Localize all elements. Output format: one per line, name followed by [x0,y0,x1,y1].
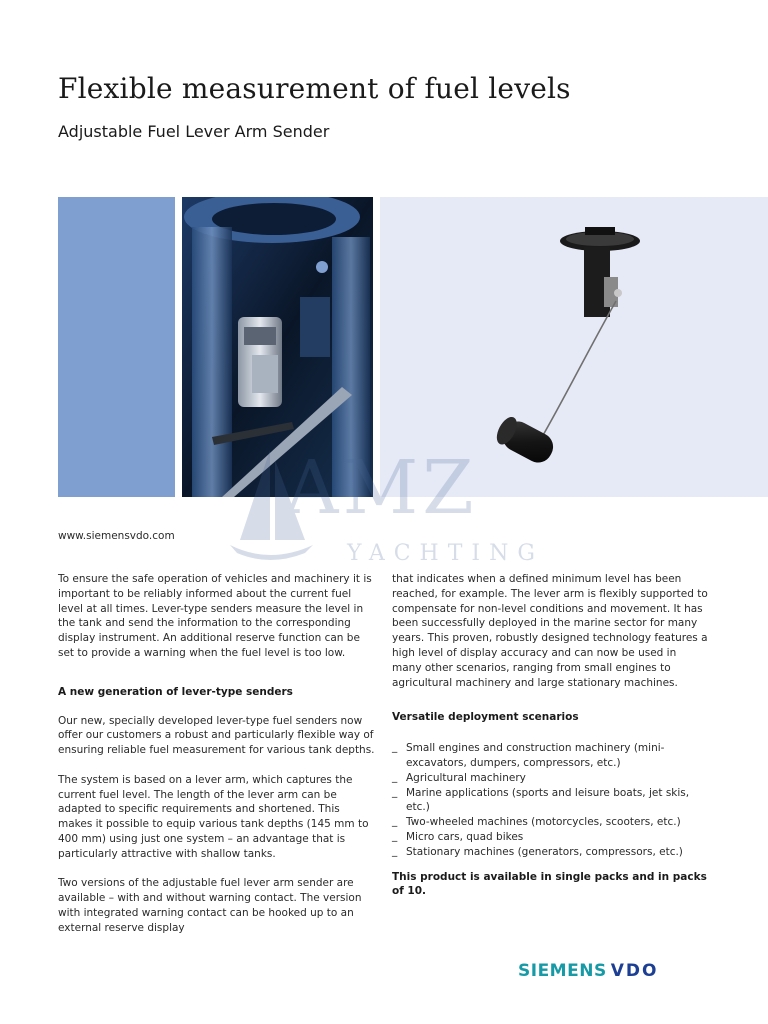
list-item: _ Small engines and construction machinery (mini-excavators, dumpers, compressors, etc.) [392,741,708,771]
list-item: _ Micro cars, quad bikes [392,830,708,845]
intro-paragraph: To ensure the safe operation of vehicles and machinery it is important to be reliably informed about the current fuel level at all times. Lever-type senders measure the level in the tank and send the information to the corresponding display instrument. An additional reserve function can be set to provide a warning when the fuel level is too low. [58,573,372,659]
fuel-sender-closeup-photo [182,197,373,497]
body-paragraph: Two versions of the adjustable fuel lever arm sender are available – with and without warning contact. The version with integrated warning contact can be hooked up to an external reserve display [58,877,362,934]
website-link[interactable]: www.siemensvdo.com [58,530,175,542]
section-heading-new-generation: A new generation of lever-type senders [58,685,293,698]
logo-brand: SIEMENS [518,961,607,981]
list-item: _ Marine applications (sports and leisure boats, jet skis, etc.) [392,786,708,816]
availability-note: This product is available in single packs and in packs of 10. [392,870,707,898]
siemens-vdo-logo [518,961,658,981]
deployment-list [392,741,708,859]
fuel-lever-arm-sender-photo [380,197,768,497]
body-paragraph: that indicates when a defined minimum level has been reached, for example. The lever arm is flexibly supported to compensate for non-level conditions and movement. It has been successfully deployed in the marine sector for many years. This proven, robustly designed technology features a high level of display accuracy and can now be used in many other scenarios, ranging from small engines to agricultural machinery and large stationary machines. [392,573,708,689]
watermark-sub-text: YACHTING [347,541,544,566]
page-subtitle: Adjustable Fuel Lever Arm Sender [58,122,330,141]
section-heading-deployment: Versatile deployment scenarios [392,711,579,724]
watermark-main-text: AMZ [285,445,478,531]
list-item: _ Two-wheeled machines (motorcycles, scooters, etc.) [392,815,708,830]
body-paragraph: Our new, specially developed lever-type fuel senders now offer our customers a robust and particularly flexible way of ensuring reliable fuel measurement for various tank depths. [58,714,375,757]
logo-sub: VDO [610,961,659,981]
blue-color-panel [58,197,175,497]
list-item: _ Agricultural machinery [392,771,708,786]
list-item: _ Stationary machines (generators, compressors, etc.) [392,845,708,860]
left-column [58,572,376,950]
page-title: Flexible measurement of fuel levels [58,72,571,105]
right-column [392,572,708,914]
body-paragraph: The system is based on a lever arm, which captures the current fuel level. The length of the lever arm can be adapted to specific requirements and shortened. This makes it possible to equip various tank depths (145 mm to 400 mm) using just one system – an advantage that is particularly attractive with shallow tanks. [58,773,369,860]
